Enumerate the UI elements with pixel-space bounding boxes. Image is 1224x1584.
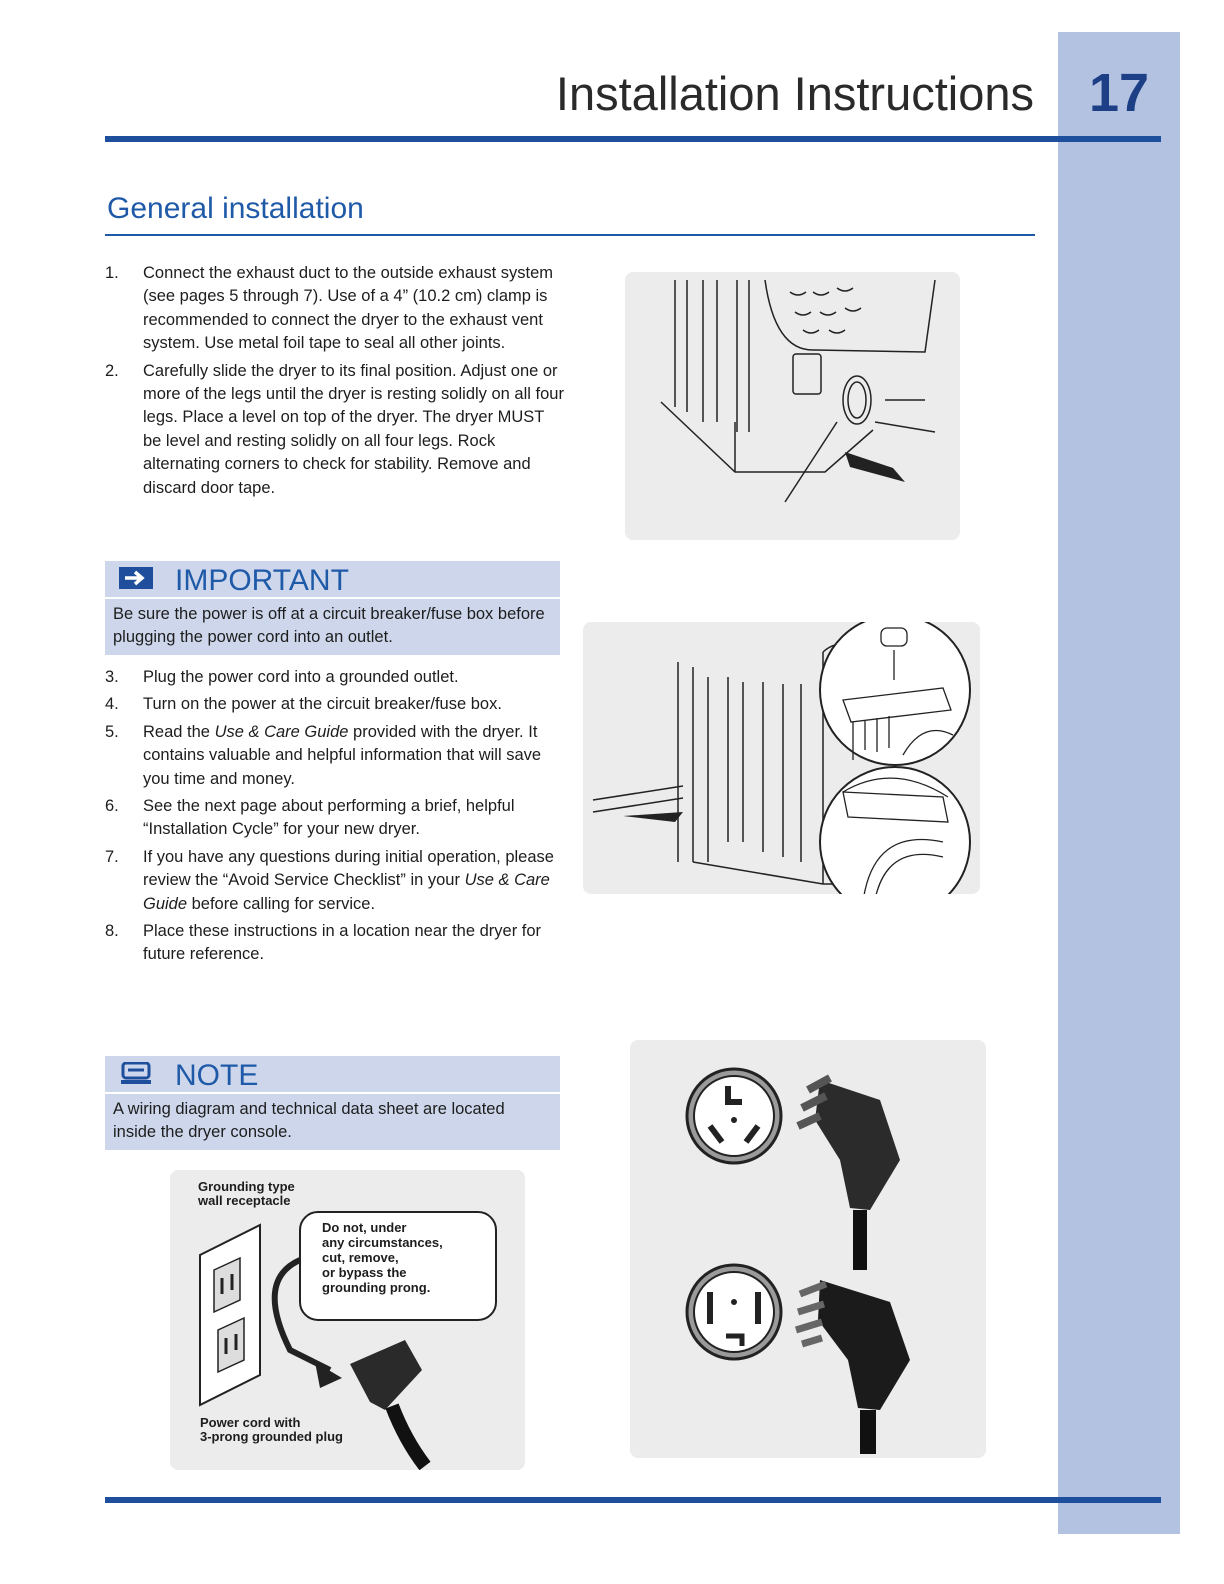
receptacle-label: Grounding type wall receptacle [198, 1179, 295, 1208]
grounding-figure [170, 1170, 525, 1470]
arrow-right-icon [119, 567, 153, 589]
list-item: 4. Turn on the power at the circuit breaker/fuse box. [105, 695, 502, 714]
plug-label: Power cord with 3-prong grounded plug [200, 1415, 343, 1444]
dryer-level-figure [583, 622, 980, 894]
list-item: 3. Plug the power cord into a grounded outlet. [105, 668, 459, 686]
note-callout [105, 1056, 560, 1150]
steps-list-part1 [105, 262, 565, 504]
list-item: 7. If you have any questions during initial operation, please review the “Avoid Service Checklist” in your Use & Care Guide before calling for service. [105, 847, 554, 913]
note-icon [119, 1062, 153, 1084]
steps-list-part2 [105, 666, 565, 971]
important-text: Be sure the power is off at a circuit breaker/fuse box before plugging the power cord into an outlet. [113, 605, 545, 646]
note-label: NOTE [175, 1059, 259, 1092]
important-label: IMPORTANT [175, 564, 349, 597]
dryer-exhaust-illustration [625, 272, 960, 540]
section-title: General installation [107, 192, 364, 225]
dryer-level-illustration [583, 622, 980, 894]
list-item: 5. Read the Use & Care Guide provided with the dryer. It contains valuable and helpful information that will save you time and money. [105, 722, 542, 788]
note-text: A wiring diagram and technical data sheet are located inside the dryer console. [113, 1100, 505, 1141]
exhaust-duct-figure [625, 272, 960, 540]
receptacle-plug-figure [630, 1040, 986, 1458]
grounding-warning: Do not, under any circumstances, cut, remove, or bypass the grounding prong. [322, 1220, 443, 1295]
list-item: 1. Connect the exhaust duct to the outside exhaust system (see pages 5 through 7). Use of a 4” (10.2 cm) clamp is recommended to connect the dryer to the exhaust vent system. Use metal foil tape to seal all other joints. [105, 264, 553, 353]
list-item: 2. Carefully slide the dryer to its final position. Adjust one or more of the legs until the dryer is resting solidly on all four legs. Place a level on top of the dryer. The dryer MUST be level and resting solidly on all four legs. Rock alternating corners to check for stability. Remove and discard door tape. [105, 361, 564, 497]
important-callout [105, 561, 560, 655]
receptacle-plug-illustration [630, 1040, 986, 1458]
page-number: 17 [1088, 63, 1150, 123]
header-divider [105, 136, 1161, 142]
page-sidebar [1058, 32, 1180, 1534]
list-item: 6. See the next page about performing a brief, helpful “Installation Cycle” for your new dryer. [105, 797, 515, 839]
section-divider [105, 234, 1035, 236]
footer-divider [105, 1497, 1161, 1503]
page-title: Installation Instructions [555, 67, 1034, 120]
list-item: 8. Place these instructions in a location near the dryer for future reference. [105, 922, 542, 964]
